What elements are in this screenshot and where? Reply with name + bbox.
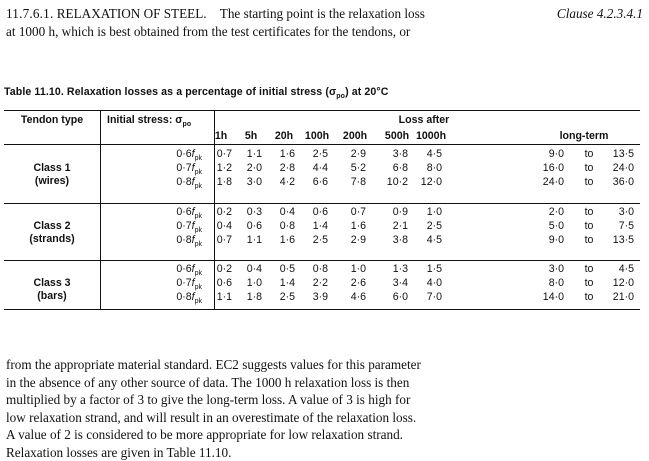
loss-value: 4·0 <box>426 277 442 289</box>
section-number: 11.7.6.1. <box>6 6 54 21</box>
tendon-class-label: Class 1 <box>33 162 71 174</box>
header-initial-stress: Initial stress: $\sigma_{po}$ <box>107 114 192 129</box>
clause-reference: Clause 4.2.3.4.1 <box>556 6 643 21</box>
loss-value: 0·6 <box>216 277 232 289</box>
long-term-to: 3·0 <box>618 206 634 218</box>
loss-value: 1·3 <box>392 263 408 275</box>
header-time-1000h: 1000h <box>416 130 447 142</box>
loss-value: 1·4 <box>279 277 295 289</box>
tendon-class-sub: (bars) <box>37 290 67 302</box>
long-term-from: 9·0 <box>548 234 564 246</box>
loss-value: 0·7 <box>216 234 232 246</box>
long-term-to-word: to <box>584 263 594 275</box>
long-term-to-word: to <box>584 291 594 303</box>
loss-value: 1·8 <box>216 176 232 188</box>
loss-value: 6·6 <box>312 176 328 188</box>
header-time-5h: 5h <box>244 130 258 142</box>
loss-value: 12·0 <box>420 176 442 188</box>
loss-value: 0·4 <box>279 206 295 218</box>
long-term-to-word: to <box>584 277 594 289</box>
long-term-to-word: to <box>584 148 594 160</box>
loss-value: 2·5 <box>426 220 442 232</box>
header-time-200h: 200h <box>342 130 368 142</box>
loss-value: 1·0 <box>246 277 262 289</box>
loss-value: 0·6 <box>246 220 262 232</box>
paragraph-top: at 1000 h, which is best obtained from the test certificates for the tendons, or <box>6 24 411 39</box>
loss-value: 2·9 <box>350 234 366 246</box>
loss-value: 1·1 <box>246 234 262 246</box>
long-term-to-word: to <box>584 176 594 188</box>
loss-value: 6·0 <box>392 291 408 303</box>
loss-value: 4·2 <box>279 176 295 188</box>
section-lead-text: The starting point is the relaxation loss <box>219 6 425 21</box>
loss-value: 2·8 <box>279 162 295 174</box>
paragraph-bottom: from the appropriate material standard. EC2 suggests values for this parameter in the absence of any other source of data. The 1000 h relaxation loss is then multiplied by a factor of 3 to give the long-term loss. A value of 3 is high for low relaxation strand, and will result in an overestimate of the relaxation loss. A value of 2 is considered to be more appropriate for low relaxation strand. Relaxation losses are given in Table 11.10. <box>6 357 421 460</box>
loss-value: 6·8 <box>392 162 408 174</box>
initial-stress-value: $0\cdot 7f_{pk}$ <box>176 277 202 292</box>
header-long-term: long-term <box>559 130 609 142</box>
initial-stress-value: $0\cdot 8f_{pk}$ <box>176 176 202 191</box>
long-term-to: 21·0 <box>612 291 634 303</box>
long-term-from: 3·0 <box>548 263 564 275</box>
long-term-from: 24·0 <box>542 176 564 188</box>
header-time-1h: 1h <box>214 130 228 142</box>
loss-value: 0·2 <box>216 263 232 275</box>
long-term-to: 36·0 <box>612 176 634 188</box>
long-term-from: 5·0 <box>548 220 564 232</box>
long-term-from: 14·0 <box>542 291 564 303</box>
loss-value: 2·2 <box>312 277 328 289</box>
initial-stress-value: $0\cdot 7f_{pk}$ <box>176 220 202 235</box>
loss-value: 7·0 <box>426 291 442 303</box>
long-term-from: 8·0 <box>548 277 564 289</box>
initial-stress-value: $0\cdot 6f_{pk}$ <box>176 148 202 163</box>
section-title: RELAXATION OF STEEL. <box>56 6 207 21</box>
loss-value: 1·1 <box>246 148 262 160</box>
loss-value: 8·0 <box>426 162 442 174</box>
loss-value: 3·8 <box>392 148 408 160</box>
loss-value: 1·1 <box>216 291 232 303</box>
loss-value: 0·7 <box>216 148 232 160</box>
section-heading <box>6 4 646 23</box>
loss-value: 2·5 <box>279 291 295 303</box>
loss-value: 3·9 <box>312 291 328 303</box>
loss-value: 0·3 <box>246 206 262 218</box>
loss-value: 1·0 <box>426 206 442 218</box>
loss-value: 3·4 <box>392 277 408 289</box>
loss-value: 7·8 <box>350 176 366 188</box>
long-term-to: 7·5 <box>618 220 634 232</box>
loss-value: 1·6 <box>279 148 295 160</box>
loss-value: 3·8 <box>392 234 408 246</box>
tendon-class-sub: (strands) <box>29 233 75 245</box>
loss-value: 0·8 <box>312 263 328 275</box>
loss-value: 1·0 <box>350 263 366 275</box>
long-term-to: 24·0 <box>612 162 634 174</box>
header-time-20h: 20h <box>274 130 294 142</box>
initial-stress-value: $0\cdot 6f_{pk}$ <box>176 206 202 221</box>
loss-value: 0·8 <box>279 220 295 232</box>
long-term-to: 13·5 <box>612 148 634 160</box>
loss-value: 1·6 <box>279 234 295 246</box>
loss-value: 4·5 <box>426 234 442 246</box>
loss-value: 0·2 <box>216 206 232 218</box>
loss-value: 1·5 <box>426 263 442 275</box>
loss-value: 4·6 <box>350 291 366 303</box>
tendon-class-label: Class 2 <box>33 220 71 232</box>
long-term-from: 2·0 <box>548 206 564 218</box>
loss-value: 2·1 <box>392 220 408 232</box>
tendon-class-sub: (wires) <box>34 175 70 187</box>
tendon-class-label: Class 3 <box>33 277 71 289</box>
initial-stress-value: $0\cdot 8f_{pk}$ <box>176 234 202 249</box>
initial-stress-value: $0\cdot 8f_{pk}$ <box>176 291 202 306</box>
loss-value: 2·0 <box>246 162 262 174</box>
loss-value: 2·6 <box>350 277 366 289</box>
loss-value: 4·4 <box>312 162 328 174</box>
loss-value: 2·5 <box>312 148 328 160</box>
loss-value: 0·4 <box>246 263 262 275</box>
initial-stress-value: $0\cdot 6f_{pk}$ <box>176 263 202 278</box>
header-time-100h: 100h <box>304 130 330 142</box>
long-term-to-word: to <box>584 220 594 232</box>
long-term-to: 13·5 <box>612 234 634 246</box>
header-time-500h: 500h <box>384 130 410 142</box>
loss-value: 10·2 <box>386 176 408 188</box>
long-term-to-word: to <box>584 234 594 246</box>
loss-value: 0·9 <box>392 206 408 218</box>
loss-value: 2·9 <box>350 148 366 160</box>
loss-value: 5·2 <box>350 162 366 174</box>
table-caption: Table 11.10. Relaxation losses as a percentage of initial stress $(\sigma_{po})$ at 20°C <box>4 86 389 101</box>
loss-value: 0·5 <box>279 263 295 275</box>
loss-value: 1·8 <box>246 291 262 303</box>
long-term-from: 16·0 <box>542 162 564 174</box>
long-term-to-word: to <box>584 162 594 174</box>
loss-value: 2·5 <box>312 234 328 246</box>
loss-value: 0·7 <box>350 206 366 218</box>
long-term-to: 12·0 <box>612 277 634 289</box>
relaxation-table <box>4 110 640 310</box>
initial-stress-value: $0\cdot 7f_{pk}$ <box>176 162 202 177</box>
loss-value: 4·5 <box>426 148 442 160</box>
long-term-to: 4·5 <box>618 263 634 275</box>
long-term-to-word: to <box>584 206 594 218</box>
header-loss-after: Loss after <box>398 114 450 126</box>
loss-value: 0·6 <box>312 206 328 218</box>
loss-value: 3·0 <box>246 176 262 188</box>
loss-value: 1·6 <box>350 220 366 232</box>
loss-value: 1·4 <box>312 220 328 232</box>
long-term-from: 9·0 <box>548 148 564 160</box>
loss-value: 0·4 <box>216 220 232 232</box>
header-tendon-type: Tendon type <box>20 114 84 126</box>
loss-value: 1·2 <box>216 162 232 174</box>
